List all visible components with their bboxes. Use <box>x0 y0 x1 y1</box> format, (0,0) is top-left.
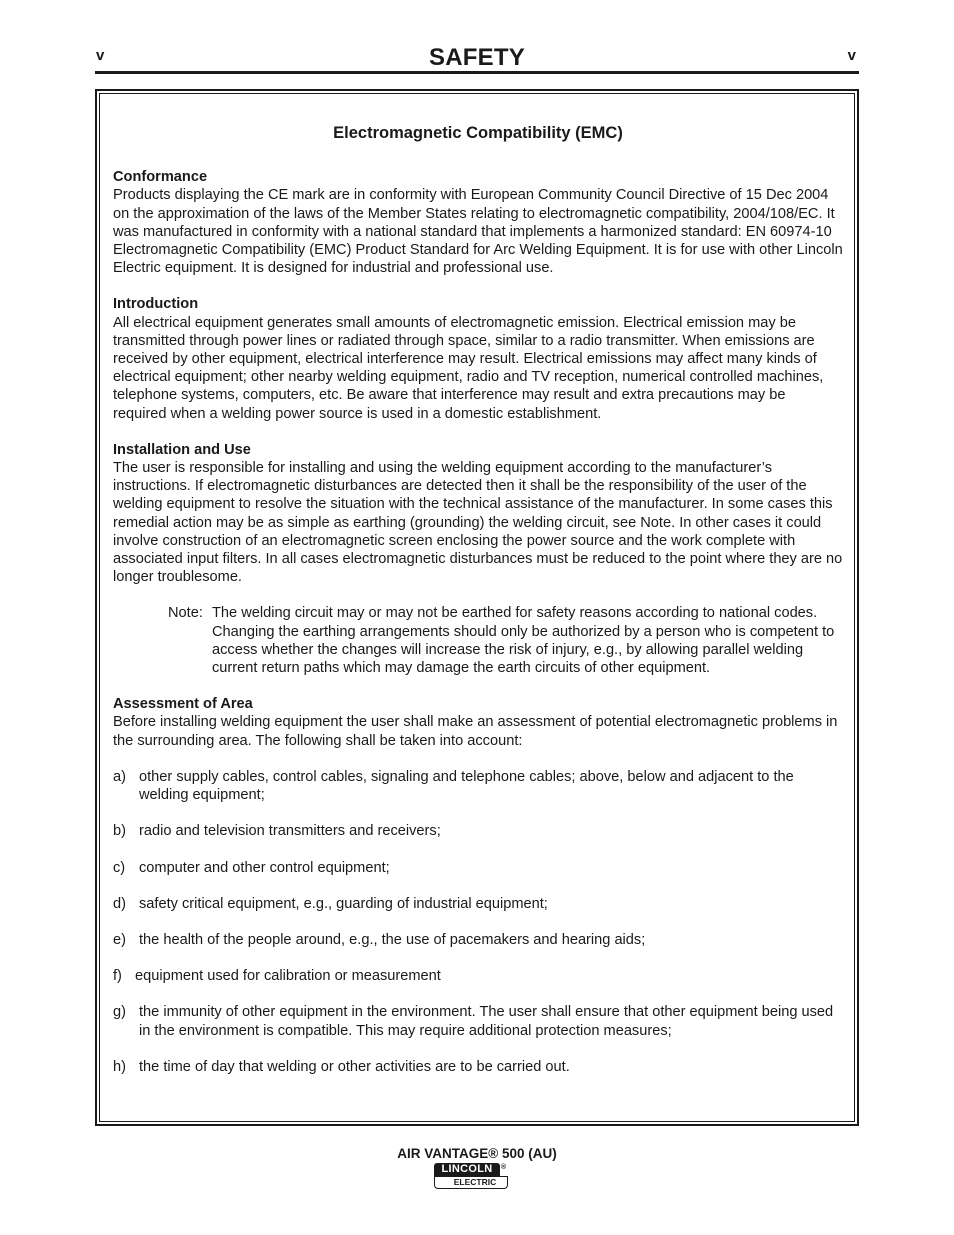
note-text: The welding circuit may or may not be earthed for safety reasons according to national codes. Changing the earthing arrangements should only be authorized by a person who is competent to access whether the changes will increase the risk of injury, e.g., by allowing parallel welding current return paths which may damage the earth circuits of other equipment. <box>212 605 835 677</box>
assessment-heading: Assessment of Area <box>113 696 253 713</box>
lincoln-electric-logo <box>434 1163 510 1190</box>
list-item-letter: f) <box>113 968 122 985</box>
list-item-letter: b) <box>113 823 126 840</box>
list-item-text: radio and television transmitters and receivers; <box>139 823 441 840</box>
list-item-text: safety critical equipment, e.g., guarding of industrial equipment; <box>139 895 548 912</box>
list-item-letter: h) <box>113 1058 126 1075</box>
list-item <box>113 967 843 985</box>
introduction-heading: Introduction <box>113 296 199 313</box>
list-item <box>113 1003 843 1039</box>
page-title: SAFETY <box>429 44 525 71</box>
note-label: Note: <box>168 605 203 622</box>
list-item <box>113 822 843 840</box>
page-number-left: v <box>96 47 105 64</box>
introduction-body: All electrical equipment generates small amounts of electromagnetic emission. Electrical emission may be transmitted through power lines or radiated through space, similar to a radio transmitter. When emissions are received by other equipment, electrical interference may result. Electrical emissions may affect many kinds of electrical equipment; other nearby welding equipment, radio and TV reception, numerical controlled machines, telephone systems, computers, etc. Be aware that interference may result and extra precautions may be required when a welding power source is used in a domestic establishment. <box>113 314 824 422</box>
installation-note <box>168 604 843 677</box>
list-item-text: the time of day that welding or other activities are to be carried out. <box>139 1058 570 1075</box>
list-item <box>113 859 843 877</box>
list-item <box>113 931 843 949</box>
logo-registered-mark: ® <box>501 1164 507 1171</box>
emc-title: Electromagnetic Compatibility (EMC) <box>333 124 623 142</box>
list-item-letter: g) <box>113 1004 126 1021</box>
list-item-text: equipment used for calibration or measurement <box>135 968 441 985</box>
list-item-letter: d) <box>113 895 126 912</box>
list-item-text: other supply cables, control cables, signaling and telephone cables; above, below and adjacent to the welding equipment; <box>139 768 794 804</box>
list-item-text: the health of the people around, e.g., the use of pacemakers and hearing aids; <box>139 931 646 948</box>
list-item-letter: c) <box>113 859 126 876</box>
list-item-letter: a) <box>113 768 126 785</box>
logo-bottom-text: ELECTRIC <box>434 1176 508 1189</box>
page-number-right: v <box>847 47 856 64</box>
list-item <box>113 1058 843 1076</box>
list-item-text: the immunity of other equipment in the environment. The user shall ensure that other equipment being used in the environment is compatible. This may require additional protection measures; <box>139 1004 834 1039</box>
installation-body: The user is responsible for installing and using the welding equipment according to the manufacturer’s instructions. If electromagnetic disturbances are detected then it shall be the responsibility of the user of the welding equipment to resolve the situation with the technical assistance of the manufacturer. In some cases this remedial action may be as simple as earthing (grounding) the welding circuit, see Note. In other cases it could involve construction of an electromagnetic screen enclosing the power source and the work complete with associated input filters. In all cases electromagnetic disturbances must be reduced to the point where they are no longer troublesome. <box>113 460 843 586</box>
list-item <box>113 768 843 804</box>
emc-section <box>113 124 843 1094</box>
list-item <box>113 895 843 913</box>
list-item-letter: e) <box>113 931 126 948</box>
list-item-text: computer and other control equipment; <box>139 859 390 876</box>
conformance-heading: Conformance <box>113 169 208 186</box>
installation-heading: Installation and Use <box>113 441 251 458</box>
footer-model-name: AIR VANTAGE® 500 (AU) <box>397 1146 557 1161</box>
logo-top-text: LINCOLN <box>434 1163 500 1176</box>
header-rule <box>95 71 859 74</box>
conformance-body: Products displaying the CE mark are in conformity with European Community Council Directive of 15 Dec 2004 on the approximation of the laws of the Member States relating to electromagnetic compatibility, 2004/108/EC. It was manufactured in conformity with a national standard that implements a harmonized standard: EN 60974-10 Electromagnetic Compatibility (EMC) Product Standard for Arc Welding Equipment. It is for use with other Lincoln Electric equipment. It is designed for industrial and professional use. <box>113 187 843 277</box>
assessment-body: Before installing welding equipment the user shall make an assessment of potential electromagnetic problems in the surrounding area. The following shall be taken into account: <box>113 714 838 749</box>
assessment-list <box>113 768 843 1076</box>
